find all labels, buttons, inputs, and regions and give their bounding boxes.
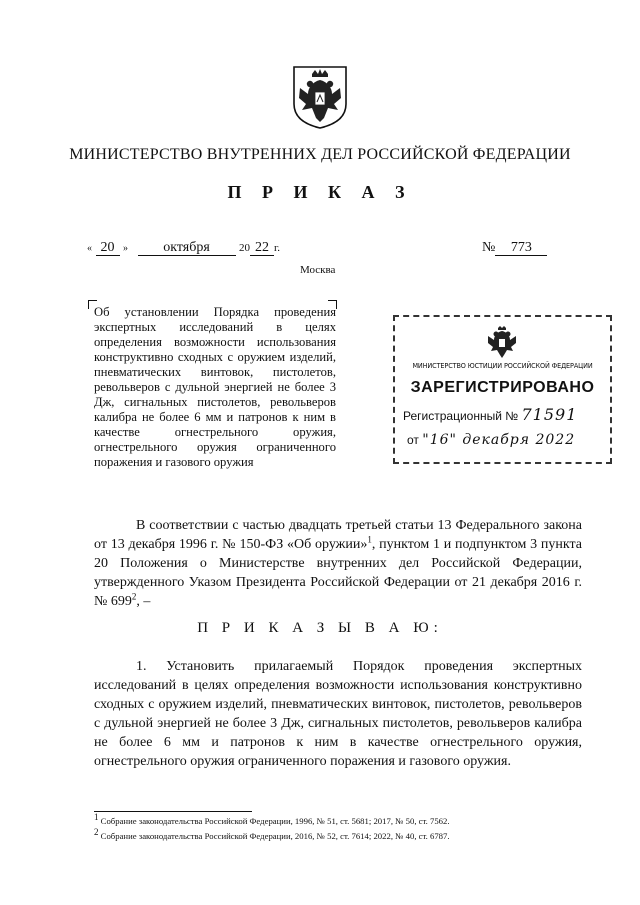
- footnote-mark-2: 2: [94, 827, 99, 838]
- quote-open: «: [87, 243, 92, 254]
- date-month: октября: [138, 240, 236, 256]
- year-abbr: г.: [274, 242, 281, 254]
- footnote-text-1: Собрание законодательства Российской Федерации, 1996, № 51, ст. 5681; 2017, № 50, ст. 7562.: [100, 816, 450, 826]
- registration-label: Регистрационный №: [403, 409, 519, 423]
- year-prefix: 20: [239, 242, 250, 254]
- quote-close: »: [123, 243, 128, 254]
- footnote-divider: [94, 811, 252, 812]
- order-item-1: 1. Установить прилагаемый Порядок проведения экспертных исследований в целях определения возможности использования конструктивно сходных с оружием изделий, пневматических винтовок, пистолетов, револьверов с дульной энергией не более 3 Дж, сигнальных пистолетов, револьверов калибра не более 6 мм и патронов к ним в качестве огнестрельного оружия, огнестрельного оружия ограниченного поражения и газового оружия.: [94, 659, 582, 769]
- stamp-organization: МИНИСТЕРСТВО ЮСТИЦИИ РОССИЙСКОЙ ФЕДЕРАЦИИ: [412, 361, 593, 370]
- order-word: П Р И К А З Ы В А Ю:: [197, 620, 443, 636]
- registration-number: 71591: [521, 405, 578, 424]
- date-line: [87, 240, 280, 256]
- stamp-date-label: от: [407, 433, 419, 447]
- ministry-name: МИНИСТЕРСТВО ВНУТРЕННИХ ДЕЛ РОССИЙСКОЙ ФЕДЕРАЦИИ: [69, 146, 571, 163]
- date-day: 20: [96, 240, 120, 256]
- stamp-status: ЗАРЕГИСТРИРОВАНО: [410, 379, 595, 396]
- stamp-date: "16" декабря 2022: [422, 432, 576, 448]
- double-headed-eagle-emblem-icon: [290, 64, 350, 130]
- footnote-1: [94, 812, 450, 826]
- order-number: 773: [495, 240, 547, 256]
- preamble-text-3: , –: [136, 594, 151, 609]
- footnote-mark-1: 1: [94, 812, 99, 823]
- number-label: №: [482, 240, 496, 255]
- footnote-ref-1: 1: [367, 534, 372, 545]
- preamble-text-2: , пунктом 1 и подпунктом 3 пункта 20 Положения о Министерстве внутренних дел Российской Федерации, утвержденного Указом Президента Российской Федерации от 21 декабря 2016 г. № 699: [94, 537, 582, 609]
- stamp-date-line: [407, 432, 575, 448]
- order-number-line: [482, 240, 547, 256]
- eagle-emblem-icon: [485, 325, 519, 359]
- preamble-text-1: В соответствии с частью двадцать третьей статьи 13 Федерального закона от 13 декабря 1996 г. № 150-ФЗ «Об оружии»: [94, 518, 582, 552]
- preamble-paragraph: [94, 516, 582, 611]
- stamp-registration-line: [403, 405, 577, 424]
- registration-stamp: [393, 315, 612, 464]
- city: Москва: [300, 264, 336, 276]
- footnote-2: [94, 827, 450, 841]
- order-subject: Об установлении Порядка проведения экспертных исследований в целях определения возможности использования конструктивно сходных с оружием изделий, пневматических винтовок, пистолетов, револьверов с дульной энергией не более 3 Дж, сигнальных пистолетов, револьверов калибра не более 6 мм и патронов к ним в качестве огнестрельного оружия, огнестрельного оружия ограниченного поражения и газового оружия: [94, 305, 336, 469]
- footnote-text-2: Собрание законодательства Российской Федерации, 2016, № 52, ст. 7614; 2022, № 40, ст. 6787.: [100, 831, 450, 841]
- date-year: 22: [250, 240, 274, 256]
- document-type-title: П Р И К А З: [227, 182, 413, 202]
- footnote-ref-2: 2: [131, 591, 137, 602]
